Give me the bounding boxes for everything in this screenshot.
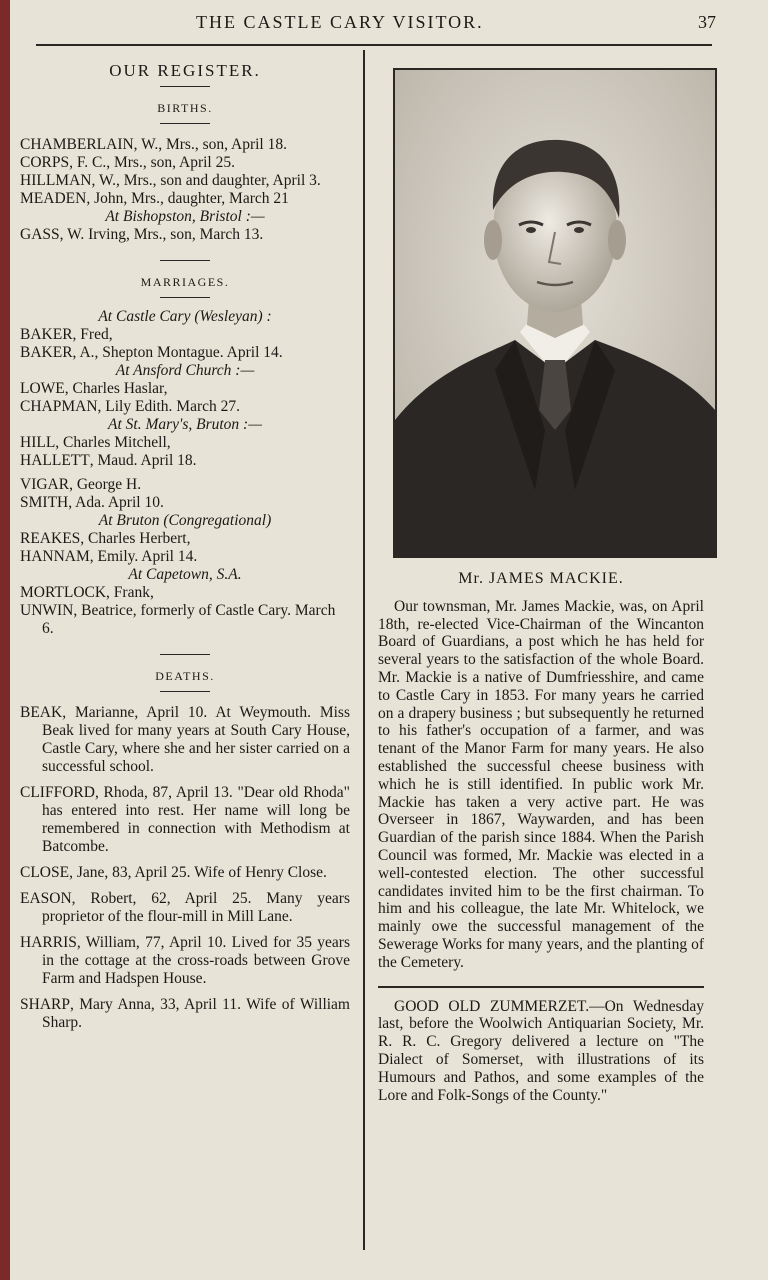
birth-entry: HILLMAN, W., Mrs., son and daughter, April 3.	[20, 172, 321, 189]
marriage-entry: HALLETT, Maud. April 18.	[20, 452, 197, 469]
marriage-entry: SMITH, Ada. April 10.	[20, 494, 164, 511]
death-entry: SHARP, Mary Anna, 33, April 11. Wife of William Sharp.	[20, 996, 350, 1031]
note-lead: GOOD OLD ZUMMERZET.	[394, 997, 590, 1015]
birth-entry: GASS, W. Irving, Mrs., son, March 13.	[20, 226, 264, 243]
portrait-caption: Mr. JAMES MACKIE.	[458, 570, 624, 587]
article-column	[378, 570, 704, 1104]
page-number: 37	[698, 12, 716, 32]
death-entry: CLOSE, Jane, 83, April 25. Wife of Henry Close.	[20, 864, 327, 881]
page-header	[36, 12, 716, 36]
birth-entry: CHAMBERLAIN, W., Mrs., son, April 18.	[20, 136, 287, 153]
register-title: OUR REGISTER.	[109, 61, 261, 80]
title-rule	[160, 86, 210, 87]
register-column	[20, 58, 350, 1032]
section-rule	[160, 260, 210, 261]
marriage-entry: UNWIN, Beatrice, formerly of Castle Cary. March 6.	[20, 602, 336, 637]
portrait-illustration	[395, 70, 715, 556]
death-entry: CLIFFORD, Rhoda, 87, April 13. "Dear old Rhoda" has entered into rest. Her name will long be remembered in connection with Methodism at Batcombe.	[20, 784, 350, 855]
publication-title: THE CASTLE CARY VISITOR.	[196, 12, 484, 32]
marriage-entry: HILL, Charles Mitchell,	[20, 434, 171, 451]
section-rule	[160, 654, 210, 655]
header-rule	[36, 44, 712, 46]
marriage-entry: LOWE, Charles Haslar,	[20, 380, 168, 397]
marriage-entry: HANNAM, Emily. April 14.	[20, 548, 198, 565]
marriage-place: At St. Mary's, Bruton :—	[107, 416, 262, 433]
deaths-heading: DEATHS.	[155, 669, 215, 683]
birth-entry: MEADEN, John, Mrs., daughter, March 21	[20, 190, 289, 207]
article-body: Our townsman, Mr. James Mackie, was, on April 18th, re-elected Vice-Chairman of the Wincanton Board of Guardians, a post which he has held for several years to the satisfaction of the whole Board. Mr. Mackie is a native of Dumfriesshire, and came to Castle Cary in 1853. For many years he carried on a drapery business ; but subsequently he returned to his father's occupation of a farmer, and was tenant of the Manor Farm for many years. He also established the successful cheese business with which he is still identified. In public work Mr. Mackie has taken a very active part. He was Overseer in 1867, Waywarden, and has been Guardian of the parish since 1884. When the Parish Council was formed, Mr. Mackie was elected in a well-contested election. The other successful candidates invited him to be the first chairman. To him and his colleague, the late Mr. Whitelock, we mainly owe the successful management of the Sewerage Works for many years, and the planting of the Cemetery.	[378, 597, 704, 971]
marriage-entry: CHAPMAN, Lily Edith. March 27.	[20, 398, 241, 415]
marriage-entry: VIGAR, George H.	[20, 476, 142, 493]
article-rule	[378, 986, 704, 988]
portrait-photo	[393, 68, 717, 558]
marriage-entry: BAKER, A., Shepton Montague. April 14.	[20, 344, 283, 361]
marriage-place: At Castle Cary (Wesleyan) :	[98, 308, 272, 325]
birth-place: At Bishopston, Bristol :—	[105, 208, 265, 225]
note-body: —On Wednesday last, before the Woolwich Antiquarian Society, Mr. R. R. C. Gregory delivered a lecture on "The Dialect of Somerset, with illustrations of its Humours and Pathos, and some examples of the Lore and Folk-Songs of the County."	[378, 997, 704, 1104]
marriages-heading: MARRIAGES.	[140, 275, 230, 289]
death-entry: HARRIS, William, 77, April 10. Lived for 35 years in the cottage at the cross-roads between Grove Farm and Hadspen House.	[20, 934, 350, 987]
marriage-place: At Capetown, S.A.	[128, 566, 242, 583]
birth-entry: CORPS, F. C., Mrs., son, April 25.	[20, 154, 235, 171]
marriage-entry: BAKER, Fred,	[20, 326, 113, 343]
marriage-entry: MORTLOCK, Frank,	[20, 584, 154, 601]
marriage-place: At Bruton (Congregational)	[98, 512, 272, 529]
note-paragraph	[378, 998, 704, 1105]
marriage-place: At Ansford Church :—	[115, 362, 255, 379]
column-divider	[363, 50, 365, 1250]
binding-edge	[0, 0, 10, 1280]
births-heading: BIRTHS.	[157, 101, 213, 115]
death-entry: EASON, Robert, 62, April 25. Many years proprietor of the flour-mill in Mill Lane.	[20, 890, 350, 925]
marriage-entry: REAKES, Charles Herbert,	[20, 530, 191, 547]
death-entry: BEAK, Marianne, April 10. At Weymouth. Miss Beak lived for many years at South Cary House, Castle Cary, where she and her sister carried on a successful school.	[20, 704, 350, 775]
